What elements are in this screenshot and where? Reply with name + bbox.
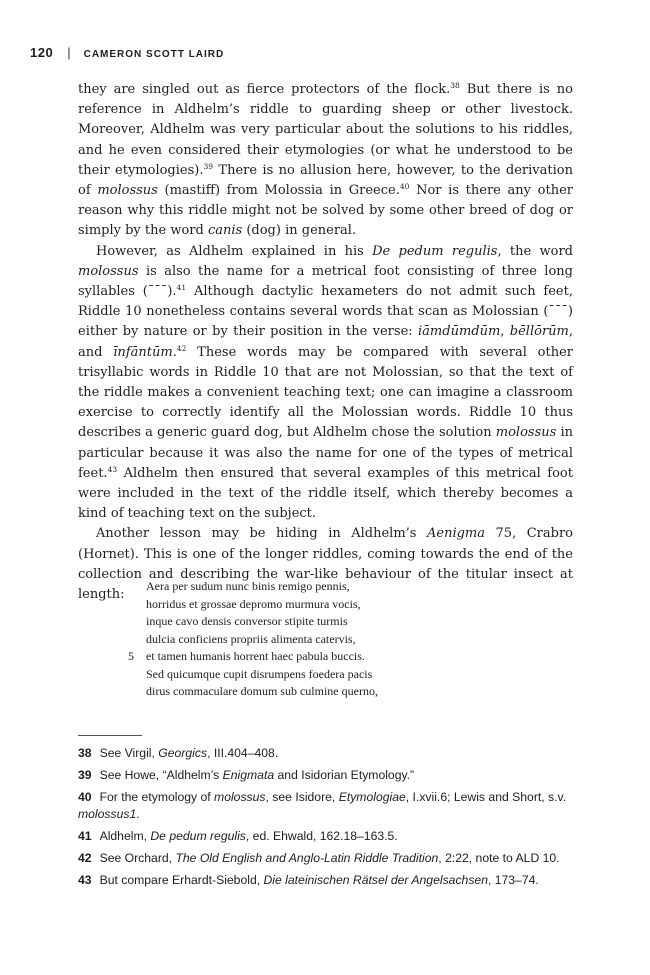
verse-line-text: horridus et grossae depromo murmura vocis,: [146, 596, 361, 611]
footnote-number: 42: [78, 851, 92, 865]
verse-line: [128, 578, 548, 596]
italic-title: De pedum regulis: [372, 243, 498, 259]
text-run: Aldhelm then ensured that several examples of this metrical foot were included in the text of the riddle itself, which thereby becomes a kind of teaching text on the subject.: [78, 465, 573, 522]
body-text: [78, 80, 573, 605]
verse-quotation: [128, 578, 548, 701]
footnote-42: [78, 850, 573, 867]
footnote-text: For the etymology of: [99, 790, 215, 804]
text-run: they are singled out as fierce protectors of the flock.: [78, 82, 451, 97]
text-run: .: [172, 344, 177, 360]
verse-line-number: 5: [128, 649, 134, 663]
text-run: There is no allusion here, however, to the derivation of: [78, 162, 573, 199]
footnote-text: , 173–74.: [487, 873, 539, 887]
italic-term: molossus: [97, 183, 158, 199]
italic-term: canis: [207, 223, 243, 239]
footnote-ref-41[interactable]: 41: [176, 283, 187, 293]
text-run: (dog) in general.: [242, 223, 357, 239]
footnote-number: 39: [78, 768, 92, 782]
text-run: ,: [500, 324, 510, 340]
verse-line: [128, 648, 548, 666]
footnote-41: [78, 828, 573, 845]
verse-line: [128, 666, 548, 684]
text-run: But there is no reference in Aldhelm’s riddle to guarding sheep or other livestock. Moreover, Aldhelm was very particular about the solutions to his riddles, and he even considered their etymologies (or what he understood to be their etymologies).: [78, 82, 573, 178]
text-run: in particular because it was also the name for one of the types of metrical feet.: [78, 425, 574, 481]
footnote-title: Etymologiae: [338, 790, 406, 804]
footnote-text: See Howe, “Aldhelm’s: [99, 768, 223, 782]
verse-line: [128, 613, 548, 631]
text-run: Nor is there any other reason why this riddle might not be solved by some other breed of dog or simply by the word: [78, 183, 573, 239]
verse-line: [128, 631, 548, 649]
running-header: [30, 45, 224, 60]
running-head-author: CAMERON SCOTT LAIRD: [83, 49, 225, 60]
paragraph-2: [78, 242, 573, 525]
footnote-38: [78, 745, 573, 762]
text-run: These words may be compared with several other trisyllabic words in Riddle 10 that are not Molossian, so that the text of the riddle makes a convenient teaching text; one can imagine a classroom exercise to correctly identify all the Molossian words. Riddle 10 thus describes a generic guard dog, but Aldhelm chose the solution: [78, 344, 574, 441]
text-run: , and: [78, 324, 574, 360]
text-run: (mastiff) from Molossia in Greece.: [157, 183, 400, 199]
footnote-title: The Old English and Anglo-Latin Riddle Tradition: [175, 851, 439, 865]
footnote-term: molossus: [214, 790, 266, 804]
verse-line-text: dulcia conficiens propriis alimenta catervis,: [146, 631, 356, 646]
footnote-title: Enigmata: [222, 768, 275, 782]
verse-line-text: Aera per sudum nunc binis remigo pennis,: [146, 579, 350, 593]
footnotes: [78, 745, 573, 894]
header-separator: |: [67, 45, 71, 60]
footnote-ref-38[interactable]: 38: [450, 81, 460, 90]
italic-term: iāmdūmdūm: [418, 324, 501, 340]
footnote-text: .: [136, 807, 140, 821]
footnote-text: See Virgil,: [99, 746, 159, 760]
verse-line: [128, 596, 548, 614]
italic-term: bēllōrūm: [509, 324, 569, 340]
verse-line-text: et tamen humanis horrent haec pabula buccis.: [146, 649, 365, 663]
footnote-40: [78, 789, 573, 823]
footnote-text: , see Isidore,: [265, 790, 339, 804]
footnote-text: But compare Erhardt-Siebold,: [99, 873, 264, 887]
italic-term: īnfāntūm: [113, 344, 173, 360]
footnote-ref-42[interactable]: 42: [176, 343, 187, 353]
footnote-title: Georgics: [158, 746, 208, 760]
italic-term: molossus: [495, 425, 557, 441]
text-run: is also the name for a metrical foot consisting of three long syllables (¯¯¯).: [78, 263, 573, 300]
footnote-number: 40: [78, 790, 92, 804]
footnote-ref-43[interactable]: 43: [107, 464, 118, 474]
text-run: Although dactylic hexameters do not admit such feet, Riddle 10 nonetheless contains several words that scan as Molossian (¯¯¯) either by nature or by their position in the verse:: [78, 284, 573, 340]
footnote-number: 43: [78, 873, 92, 887]
footnote-rule: [78, 735, 142, 736]
footnote-title: De pedum regulis: [150, 829, 246, 843]
footnote-text: Aldhelm,: [99, 829, 151, 843]
verse-line-text: Sed quicumque cupit disrumpens foedera pacis: [146, 666, 373, 681]
text-run: 75, Crabro (Hornet). This is one of the longer riddles, coming towards the end of the collection and describing the war-like behaviour of the titular insect at length:: [78, 526, 573, 603]
paragraph-1: [78, 80, 573, 242]
footnote-text: , III.404–408.: [207, 746, 279, 760]
footnote-text: , 2:22, note to ALD 10.: [438, 851, 560, 865]
text-run: Another lesson may be hiding in Aldhelm’s: [96, 526, 427, 542]
verse-line: [128, 683, 548, 701]
page-number: 120: [30, 45, 54, 60]
footnote-ref-39[interactable]: 39: [203, 161, 214, 171]
italic-term: molossus: [78, 263, 139, 279]
footnote-number: 38: [78, 746, 92, 760]
text-run: , the word: [497, 243, 573, 259]
footnote-text: See Orchard,: [99, 851, 176, 865]
italic-title: Aenigma: [427, 526, 486, 542]
footnote-term: molossus1: [78, 807, 137, 821]
footnote-title: Die lateinischen Rätsel der Angelsachsen: [263, 873, 488, 887]
footnote-43: [78, 872, 573, 889]
verse-line-text: inque cavo densis conversor stipite turmis: [146, 614, 348, 628]
footnote-text: , ed. Ehwald, 162.18–163.5.: [245, 829, 398, 843]
footnote-text: and Isidorian Etymology.”: [274, 768, 415, 782]
footnote-number: 41: [78, 829, 92, 843]
text-run: However, as Aldhelm explained in his: [96, 243, 373, 259]
footnote-text: , I.xvii.6; Lewis and Short, s.v.: [405, 790, 567, 804]
footnote-ref-40[interactable]: 40: [399, 182, 410, 192]
verse-line-text: dirus commaculare domum sub culmine querno,: [146, 684, 378, 698]
footnote-39: [78, 767, 573, 784]
